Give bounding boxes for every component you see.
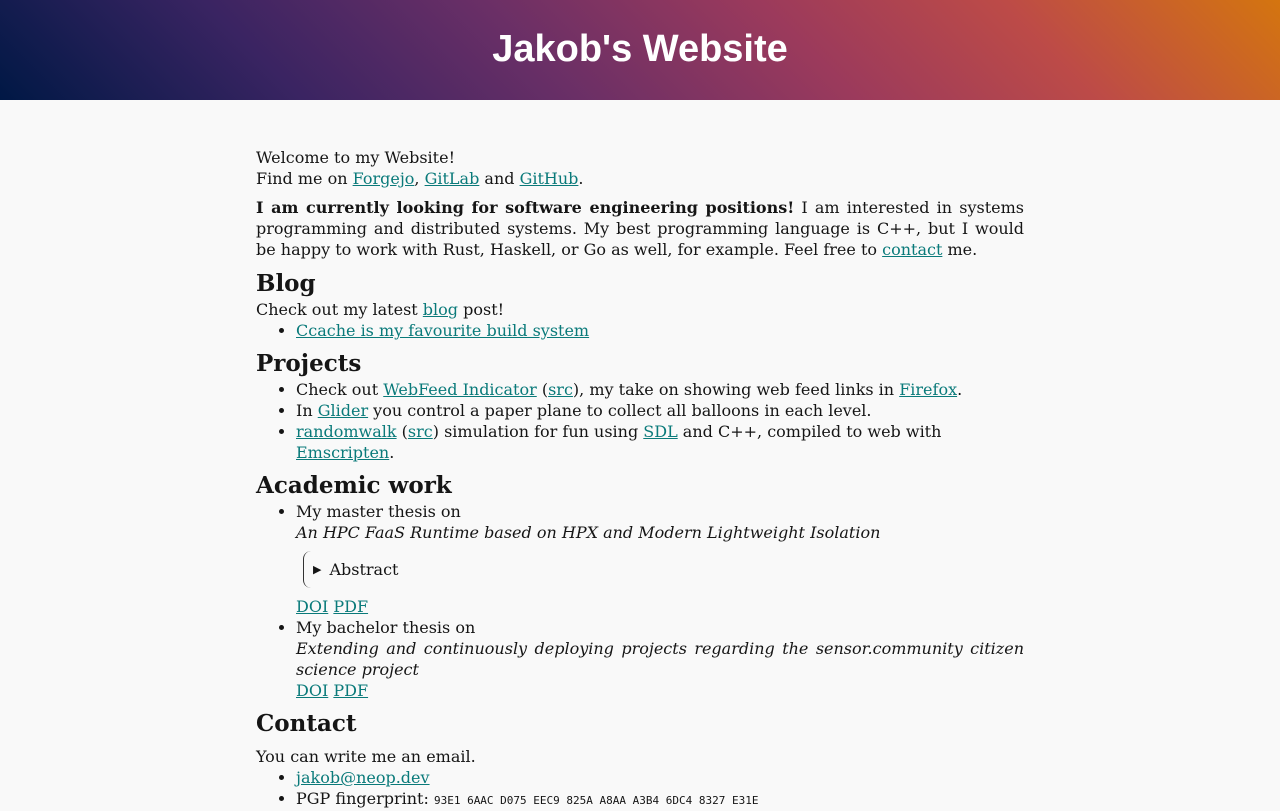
list-item: • randomwalk (src) simulation for fun using SDL and C++, compiled to web with Emscripten. — [296, 421, 1024, 463]
firefox-link[interactable]: Firefox — [899, 380, 958, 399]
list-item — [296, 501, 1024, 617]
blog-link[interactable]: blog — [422, 300, 459, 319]
blog-intro: Check out my latest blog post! — [256, 300, 505, 319]
gitlab-link[interactable]: GitLab — [424, 169, 480, 188]
webfeed-indicator-link[interactable]: WebFeed Indicator — [383, 380, 537, 399]
site-title: Jakob's Website — [492, 28, 788, 70]
bachelor-doi-link[interactable]: DOI — [296, 681, 329, 700]
academic-list — [256, 501, 1024, 701]
pgp-fingerprint: 93E1 6AAC D075 EEC9 825A A8AA A3B4 6DC4 8327 E31E — [433, 794, 759, 807]
projects-list — [256, 379, 1024, 463]
master-thesis-title: An HPC FaaS Runtime based on HPX and Modern Lightweight Isolation — [296, 523, 881, 542]
blog-post-link[interactable]: Ccache is my favourite build system — [296, 321, 590, 340]
blog-heading: Blog — [256, 270, 316, 297]
abstract-label: Abstract — [329, 560, 399, 579]
job-search-paragraph: I am currently looking for software engineering positions! I am interested in systems programming and distributed systems. My best programming language is C++, but I would be happy to work with Rust, Haskell, or Go as well, for example. Feel free to contact me. — [256, 198, 1024, 259]
contact-link[interactable]: contact — [882, 240, 943, 259]
webfeed-src-link[interactable]: src — [548, 380, 573, 399]
bachelor-thesis-intro: • My bachelor thesis on — [296, 618, 476, 637]
email-link[interactable]: jakob@neop.dev — [296, 768, 430, 787]
pgp-label: PGP fingerprint: — [296, 789, 434, 808]
site-header — [0, 0, 1280, 100]
forgejo-link[interactable]: Forgejo — [352, 169, 415, 188]
list-item — [296, 767, 1024, 788]
list-item: • Check out WebFeed Indicator (src), my take on showing web feed links in Firefox. — [296, 379, 1024, 400]
randomwalk-link[interactable]: randomwalk — [296, 422, 397, 441]
projects-heading: Projects — [256, 350, 362, 377]
contact-list — [256, 767, 1024, 811]
list-item — [296, 320, 1024, 341]
main-content — [256, 100, 1024, 811]
abstract-toggle[interactable] — [303, 551, 1008, 588]
bachelor-pdf-link[interactable]: PDF — [333, 681, 369, 700]
job-search-bold: I am currently looking for software engineering positions! — [256, 198, 795, 217]
blog-post-list — [256, 320, 1024, 341]
welcome-text: Welcome to my Website! — [256, 148, 455, 167]
list-item: • In Glider you control a paper plane to collect all balloons in each level. — [296, 400, 1024, 421]
list-item — [296, 617, 1024, 701]
master-doi-link[interactable]: DOI — [296, 597, 329, 616]
bachelor-thesis-title: Extending and continuously deploying projects regarding the sensor.community citizen science project — [296, 639, 1024, 679]
sdl-link[interactable]: SDL — [643, 422, 678, 441]
disclosure-triangle-icon: ▶ — [313, 562, 322, 576]
master-thesis-intro: • My master thesis on — [296, 502, 461, 521]
github-link[interactable]: GitHub — [519, 169, 579, 188]
emscripten-link[interactable]: Emscripten — [296, 443, 390, 462]
randomwalk-src-link[interactable]: src — [407, 422, 433, 441]
find-me-line: Find me on Forgejo, GitLab and GitHub. — [256, 169, 584, 188]
contact-text: You can write me an email. — [256, 747, 476, 766]
master-pdf-link[interactable]: PDF — [333, 597, 369, 616]
academic-heading: Academic work — [256, 472, 452, 499]
contact-heading: Contact — [256, 710, 357, 737]
glider-link[interactable]: Glider — [317, 401, 369, 420]
